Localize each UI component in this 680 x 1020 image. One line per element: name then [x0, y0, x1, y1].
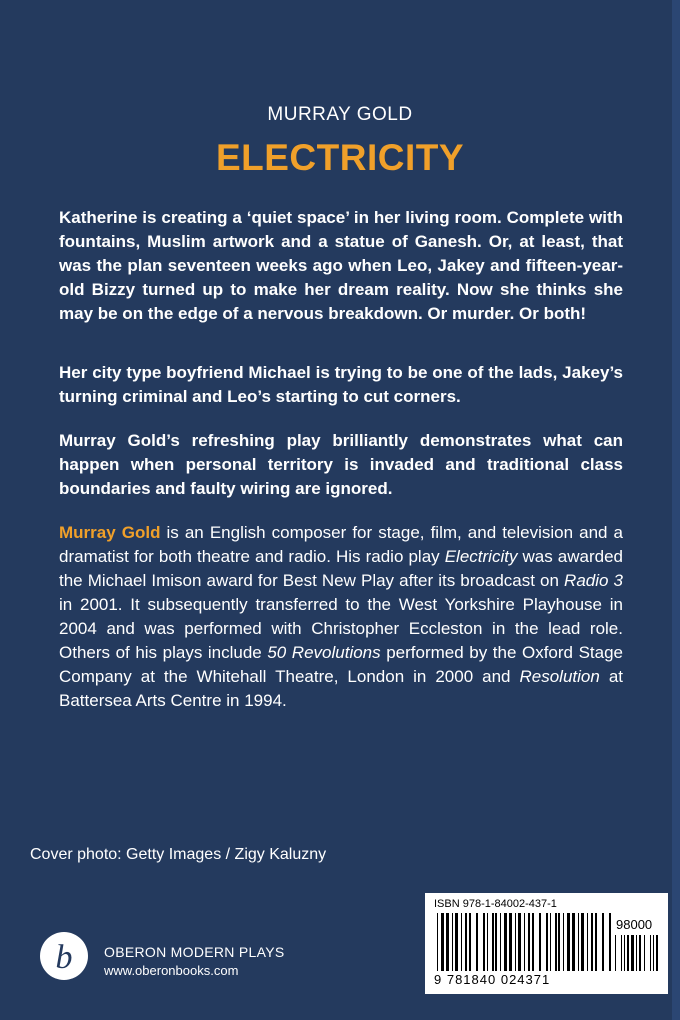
barcode-bar — [469, 913, 471, 971]
barcode-bar — [578, 913, 579, 971]
barcode-bar — [492, 913, 494, 971]
barcode-bar — [567, 913, 570, 971]
price-code: 98000 — [616, 917, 653, 932]
barcode-bar — [615, 935, 616, 971]
barcode-bar — [504, 913, 507, 971]
barcode-bar — [639, 935, 641, 971]
oberon-logo-icon — [37, 929, 91, 983]
price-barcode — [615, 935, 659, 971]
bio-text: performed by the Oxford Stage Company at the Whitehall Theatre, London in 2000 and — [59, 643, 623, 686]
barcode-bar — [452, 913, 453, 971]
author-name: MURRAY GOLD — [267, 104, 413, 125]
barcode-bar — [591, 913, 593, 971]
barcode-bar — [644, 935, 645, 971]
publisher-series: OBERON MODERN PLAYS — [104, 944, 285, 960]
barcode-bar — [446, 913, 449, 971]
barcode-bar — [487, 913, 488, 971]
ean-barcode — [437, 913, 612, 971]
barcode-bar — [437, 913, 438, 971]
blurb-paragraph-3: Murray Gold’s refreshing play brilliantly demonstrates what can happen when personal territory is invaded and traditional class boundaries and faulty wiring are ignored. — [59, 431, 623, 498]
barcode-bar — [483, 913, 485, 971]
book-title: ELECTRICITY — [215, 137, 465, 178]
barcode-bar — [627, 935, 629, 971]
barcode-bar — [609, 913, 611, 971]
barcode-bar — [461, 913, 462, 971]
barcode-bar — [631, 935, 634, 971]
barcode-bar — [546, 913, 548, 971]
barcode-bar — [602, 913, 604, 971]
bio-text: at Battersea Arts Centre in 1994. — [59, 667, 623, 710]
barcode-bar — [555, 913, 557, 971]
bio-title-resolution: Resolution — [519, 667, 600, 686]
bio-text: in 2001. It subsequently transferred to the West Yorkshire Playhouse in 2004 and was performed with Christopher Eccleston in the lead role. Others of his plays include — [59, 595, 623, 662]
barcode-bar — [515, 913, 516, 971]
blurb-paragraph-1: Katherine is creating a ‘quiet space’ in her living room. Complete with fountains, Muslim artwork and a statue of Ganesh. Or, at least, that was the plan seventeen weeks ago when Leo, Jakey and fifteen-year-old Bizzy turned up to make her dream reality. Now she thinks she may be on the edge of a nervous breakdown. Or murder. Or both! — [59, 208, 623, 323]
barcode-bar — [509, 913, 512, 971]
bio-author-name: Murray Gold — [59, 523, 161, 542]
logo-letter: b — [55, 939, 73, 976]
barcode-bar — [624, 935, 625, 971]
barcode-bar — [636, 935, 637, 971]
barcode-bar — [465, 913, 467, 971]
bio-text: is an English composer for stage, film, and television and a dramatist for both theatre and radio. His radio play — [59, 523, 624, 566]
barcode-bar — [476, 913, 478, 971]
bio-title-electricity: Electricity — [444, 547, 518, 566]
barcode-bar — [550, 913, 551, 971]
barcode-bar — [572, 913, 575, 971]
barcode-digits: 9 781840 024371 — [434, 972, 551, 987]
barcode-bar — [650, 935, 651, 971]
barcode-bar — [558, 913, 560, 971]
barcode-bar — [441, 913, 444, 971]
barcode-bar — [587, 913, 588, 971]
barcode-bar — [528, 913, 530, 971]
bio-title-radio3: Radio 3 — [564, 571, 623, 590]
barcode-bar — [524, 913, 525, 971]
barcode-bar — [581, 913, 584, 971]
barcode-bar — [653, 935, 654, 971]
barcode-bar — [495, 913, 497, 971]
barcode-bar — [539, 913, 541, 971]
publisher-website: www.oberonbooks.com — [104, 963, 239, 978]
bio-text: was awarded the Michael Imison award for Best New Play after its broadcast on — [59, 547, 624, 590]
barcode-bar — [656, 935, 658, 971]
barcode-panel — [425, 893, 668, 994]
barcode-bar — [563, 913, 564, 971]
blurb-paragraph-2: Her city type boyfriend Michael is trying to be one of the lads, Jakey’s turning criminal and Leo’s starting to cut corners. — [59, 363, 623, 406]
barcode-bar — [455, 913, 458, 971]
barcode-bar — [621, 935, 622, 971]
barcode-bar — [595, 913, 597, 971]
cover-photo-credit: Cover photo: Getty Images / Zigy Kaluzny — [30, 846, 327, 863]
author-bio — [59, 521, 623, 713]
barcode-bar — [532, 913, 534, 971]
barcode-bar — [518, 913, 521, 971]
barcode-bar — [500, 913, 501, 971]
bio-title-50-revolutions: 50 Revolutions — [267, 643, 381, 662]
isbn-label: ISBN 978-1-84002-437-1 — [434, 898, 557, 910]
